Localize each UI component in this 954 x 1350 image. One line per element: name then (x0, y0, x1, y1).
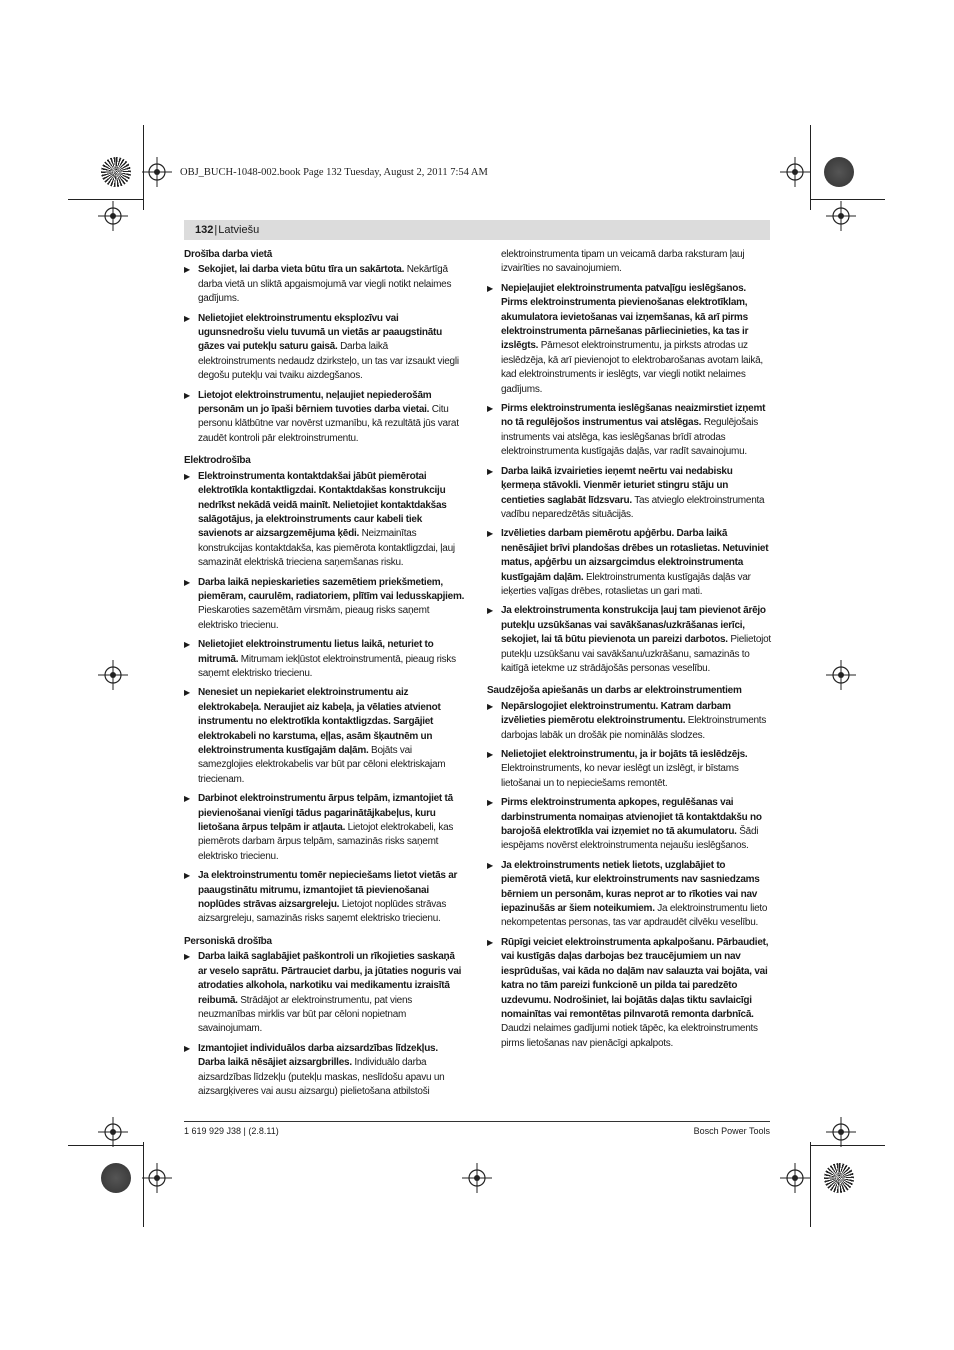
triangle-bullet-icon: ▶ (487, 937, 493, 947)
list-item: ▶ Lietojot elektroinstrumentu, neļaujiet nepiederošām personām un jo īpaši bērniem tuvoties darba vietai. Citu personu klātbūtne var novērst uzmanību, kā rezultātā jūs varat zaudēt kontroli pār elektroinstrumentu. (184, 389, 459, 444)
list-item: ▶ Ja elektroinstruments netiek lietots, uzglabājiet to piemērotā vietā, kur elektroinstruments nav sasniedzams bērniem un personām, kuras neprot ar to rīkoties vai nav iepazinušās ar šiem noteikumiem. Ja elektroinstrumentu lieto nekompetentas personas, tas var apdraudēt cilvēku veselību. (487, 859, 768, 929)
triangle-bullet-icon: ▶ (184, 390, 190, 400)
trim-mark (810, 199, 885, 200)
crosshair-mark-right-lower (826, 1117, 856, 1147)
crosshair-mark-right-upper (826, 201, 856, 231)
registration-rosette-bottom-left (101, 1163, 131, 1193)
footer-document-code: 1 619 929 J38 | (2.8.11) (184, 1126, 279, 1136)
crosshair-mark-bottom-right (780, 1163, 810, 1193)
triangle-bullet-icon: ▶ (184, 1043, 190, 1053)
section-title: Elektrodrošība (184, 455, 251, 467)
triangle-bullet-icon: ▶ (184, 577, 190, 587)
crosshair-mark-top-left (142, 157, 172, 187)
section-title: Saudzējoša apiešanās un darbs ar elektroinstrumentiem (487, 685, 742, 697)
list-item: ▶ Ja elektroinstrumentu tomēr nepieciešams lietot vietās ar paaugstinātu mitrumu, izmantojiet tā pievienošanai noplūdes strāvas aizsargreleju. Lietojot noplūdes strāvas aizsargreleju, samazinās risks saņemt elektrisko triecienu. (184, 870, 458, 925)
list-item: ▶ Izmantojiet individuālos darba aizsardzības līdzekļus. Darba laikā nēsājiet aizsargbrilles. Individuālo darba aizsardzības līdzekļu (putekļu maskas, neslīdošu apavu un aizsargķiveres vai ausu aizsargu) pielietošana atbilstoši (184, 1042, 445, 1097)
list-item: ▶ Nelietojiet elektroinstrumentu eksplozīvu vai ugunsnedrošu vielu tuvumā un vietās ar paaugstinātu gāzes vai putekļu saturu gaisā. Darba laikā elektroinstruments nedaudz dzirksteļo, un tas var izsaukt viegli degošu putekļu vai tvaiku aizdegšanos. (184, 312, 459, 382)
footer-brand: Bosch Power Tools (693, 1126, 770, 1136)
list-item: ▶ Nelietojiet elektroinstrumentu lietus laikā, neturiet to mitrumā. Mitrumam iekļūstot elektroinstrumentā, pieaug risks saņemt elektrisko triecienu. (184, 639, 456, 679)
triangle-bullet-icon: ▶ (184, 688, 190, 698)
triangle-bullet-icon: ▶ (184, 871, 190, 881)
registration-rosette-top-left (101, 157, 131, 187)
list-item: ▶ Rūpīgi veiciet elektroinstrumenta apkalpošanu. Pārbaudiet, vai kustīgās daļas darbojas bez traucējumiem un nav iesprūdušas, vai kāda no daļām nav salauzta vai bojāta, vai katra no tām pareizi funkcionē un pilda tai paredzēto uzdevumu. Nodrošiniet, lai bojātās daļas tiktu savlaicīgi nomainītas vai remontētas pilnvarotā remonta darbnīcā. Daudzi nelaimes gadījumi notiek tāpēc, ka elektroinstruments pirms lietošanas nav pienācīgi apkalpots. (487, 936, 769, 1049)
registration-rosette-bottom-right (824, 1163, 854, 1193)
trim-mark (810, 1142, 811, 1227)
triangle-bullet-icon: ▶ (487, 860, 493, 870)
triangle-bullet-icon: ▶ (184, 640, 190, 650)
list-item: ▶ Sekojiet, lai darba vieta būtu tīra un sakārtota. Nekārtīgā darba vietā un sliktā apgaismojumā var viegli notikt nelaimes gadījums. (184, 264, 452, 305)
triangle-bullet-icon: ▶ (487, 750, 493, 759)
list-item: ▶ Darba laikā izvairieties ieņemt neērtu vai nedabisku ķermeņa stāvokli. Vienmēr ieturiet stingru stāju un centieties saglabāt līdzsvaru. Tas atvieglo elektroinstrumenta vadību neparedzētās situācijās. (487, 465, 765, 520)
triangle-bullet-icon: ▶ (184, 794, 190, 804)
list-item: ▶ Elektroinstrumenta kontaktdakšai jābūt piemērotai elektrotīkla kontaktligzdai. Kontaktdakšas konstrukciju nedrīkst nekādā veidā mainīt. Nelietojiet kontaktdakšas salāgotājus, ja elektroinstruments caur kabeli tiek savienots ar aizsargzemējuma ķēdi. Neizmainītas konstrukcijas kontaktdakša, kas piemērota kontaktligzdai, ļauj samazināt elektriskā trieciena saņemšanas risku. (184, 470, 455, 569)
triangle-bullet-icon: ▶ (487, 606, 493, 616)
triangle-bullet-icon: ▶ (487, 466, 493, 476)
section-title: Drošība darba vietā (184, 249, 273, 260)
print-slug-line: OBJ_BUCH-1048-002.book Page 132 Tuesday, August 2, 2011 7:54 AM (180, 167, 488, 178)
trim-mark (68, 199, 143, 200)
list-item: ▶ Darbinot elektroinstrumentu ārpus telpām, izmantojiet tā pievienošanai vienīgi tādus pagarinātājkabeļus, kuru lietošana ārpus telpām ir atļauta. Lietojot elektrokabeli, kas piemērots darbam ārpus telpām, samazinās risks saņemt elektrisko triecienu. (184, 793, 454, 862)
continued-paragraph: elektroinstrumenta tipam un veicamā darba raksturam ļauj izvairīties no savainojumiem. (501, 249, 745, 275)
triangle-bullet-icon: ▶ (487, 529, 493, 539)
triangle-bullet-icon: ▶ (487, 283, 493, 293)
triangle-bullet-icon: ▶ (487, 701, 493, 711)
triangle-bullet-icon: ▶ (184, 952, 190, 962)
crosshair-mark-top-right (780, 157, 810, 187)
page-number: 132 (195, 224, 214, 236)
trim-mark (143, 125, 144, 210)
triangle-bullet-icon: ▶ (184, 471, 190, 481)
trim-mark (68, 1145, 143, 1146)
triangle-bullet-icon: ▶ (487, 404, 493, 414)
section-title: Personiskā drošība (184, 935, 272, 947)
list-item: ▶ Nenesiet un nepiekariet elektroinstrumentu aiz elektrokabeļa. Neraujiet aiz kabeļa, ja vēlaties atvienot instrumentu no elektrotīkla kontaktligzdas. Sargājiet elektrokabeli no karstuma, eļļas, asām šķautnēm un elektroinstrumenta kustīgajām daļām. Bojāts vai samezglojies elektrokabelis var būt par cēloni elektriskajam triecienam. (184, 687, 446, 785)
triangle-bullet-icon: ▶ (184, 265, 190, 275)
list-item: ▶ Izvēlieties darbam piemērotu apģērbu. Darba laikā nenēsājiet brīvi plandošas drēbes un rotaslietas. Netuviniet matus, apģērbu un aizsargcimdus elektroinstrumenta kustīgajām daļām. Elektroinstrumenta kustīgajās daļās var ieķerties vaļīgas drēbes, rotaslietas un gari mati. (487, 528, 769, 597)
list-item: ▶ Darba laikā nepieskarieties sazemētiem priekšmetiem, piemēram, caurulēm, radiatoriem, plītīm vai ledusskapjiem. Pieskaroties sazemētām virsmām, pieaug risks saņemt elektrisko triecienu. (184, 576, 465, 631)
list-item: ▶ Darba laikā saglabājiet paškontroli un rīkojieties saskaņā ar veselo saprātu. Pārtrauciet darbu, ja jūtaties noguris vai atrodaties alkohola, narkotiku vai medikamentu izraisītā reibumā. Strādājot ar elektroinstrumentu, pat viens neuzmanības mirklis var būt par cēloni nopietnam savainojumam. (184, 951, 462, 1035)
list-item: ▶ Pirms elektroinstrumenta ieslēgšanas neaizmirstiet izņemt no tā regulējošos instrumentus vai atslēgas. Regulējošais instruments vai atslēga, kas ieslēgšanas brīdī atrodas elektroinstrumenta kustīgajās daļās, var radīt savainojumu. (487, 403, 766, 458)
right-column (487, 248, 771, 1056)
page-header: 132|Latviešu (184, 220, 770, 240)
header-language: Latviešu (218, 224, 260, 236)
list-item: ▶ Nelietojiet elektroinstrumentu, ja ir bojāts tā ieslēdzējs. Elektroinstruments, ko nevar ieslēgt un izslēgt, ir bīstams lietošanai un to nepieciešams remontēt. (487, 749, 748, 789)
triangle-bullet-icon: ▶ (487, 798, 493, 808)
list-item: ▶ Nepieļaujiet elektroinstrumenta patvaļīgu ieslēgšanos. Pirms elektroinstrumenta pievienošanas elektrotīklam, akumulatora ievietošanas vai izņemšanas, kā arī pirms elektroinstrumenta pārnešanas pārliecinieties, ka tas ir izslēgts. Pārnesot elektroinstrumentu, ja pirksts atrodas uz ieslēdzēja, kā arī pievienojot to elektrobarošanas avotam laikā, kad elektroinstruments ir ieslēgts, var viegli notikt nelaimes gadījums. (487, 282, 763, 395)
crosshair-mark-left-middle (98, 660, 128, 690)
crosshair-mark-right-middle (826, 660, 856, 690)
trim-mark (143, 1142, 144, 1227)
crosshair-mark-left-upper (98, 201, 128, 231)
list-item: ▶ Nepārslogojiet elektroinstrumentu. Katram darbam izvēlieties piemērotu elektroinstrumentu. Elektroinstruments darbojas labāk un drošāk pie nominālās slodzes. (487, 700, 767, 741)
list-item: ▶ Pirms elektroinstrumenta apkopes, regulēšanas vai darbinstrumenta nomaiņas atvienojiet tā kontaktdakšu no barojošā elektrotīkla vai izņemiet no tā akumulatoru. Šādi iespējams novērst elektroinstrumenta nejaušu ieslēgšanos. (487, 797, 762, 852)
crosshair-mark-left-lower (98, 1117, 128, 1147)
left-column (184, 248, 466, 1104)
crosshair-mark-bottom-center (462, 1163, 492, 1193)
trim-mark (810, 125, 811, 210)
triangle-bullet-icon: ▶ (184, 313, 190, 323)
footer-divider (184, 1121, 770, 1122)
registration-rosette-top-right (824, 157, 854, 187)
trim-mark (810, 1145, 885, 1146)
crosshair-mark-bottom-left (142, 1163, 172, 1193)
list-item: ▶ Ja elektroinstrumenta konstrukcija ļauj tam pievienot ārējo putekļu uzsūkšanas vai savākšanas/uzkrāšanas ierīci, sekojiet, lai tā būtu pievienota un pareizi darbotos. Pielietojot putekļu uzsūkšanu vai savākšanu/uzkrāšanu, samazinās to kaitīgā ietekme uz strādājošās personas veselību. (487, 605, 771, 674)
